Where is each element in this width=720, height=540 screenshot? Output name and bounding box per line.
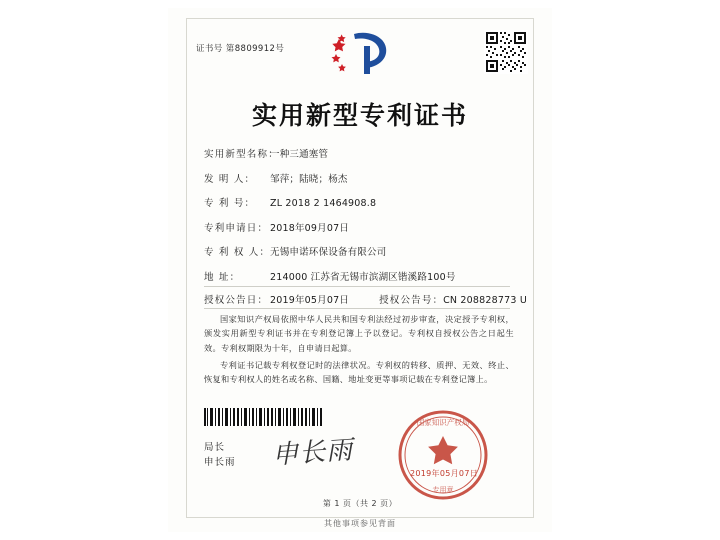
field-label: 实用新型名称： <box>204 149 279 160</box>
grant-date-value: 2019年05月07日 <box>270 295 350 306</box>
official-red-seal-icon <box>396 408 490 502</box>
signature-title <box>204 440 236 470</box>
field-label: 专 利 号： <box>204 198 256 209</box>
grant-row <box>204 292 527 306</box>
divider-top <box>204 286 510 287</box>
field-row-application-date <box>204 220 524 234</box>
footer-note: 其他事项参见背面 <box>324 519 396 528</box>
signature-title-line2: 申长雨 <box>204 457 236 469</box>
grant-publication-no-value: CN 208828773 U <box>443 295 527 306</box>
qr-code-icon <box>484 30 528 74</box>
field-label: 发 明 人： <box>204 173 256 185</box>
certificate-number: 证书号 第8809912号 <box>196 44 285 54</box>
field-value: 无锡申诺环保设备有限公司 <box>270 247 387 258</box>
grant-publication-no-label: 授权公告号： <box>379 295 444 306</box>
field-row-address <box>204 269 524 283</box>
field-value: 一种三通塞管 <box>270 149 329 160</box>
grant-date-label: 授权公告日： <box>204 295 269 306</box>
svg-text:国家知识产权局: 国家知识产权局 <box>416 418 470 427</box>
field-value: 邹萍；陆晓；杨杰 <box>270 173 348 185</box>
field-value: ZL 2018 2 1464908.8 <box>270 198 377 209</box>
divider-bottom <box>204 308 510 309</box>
field-row-inventor <box>204 171 524 185</box>
barcode-icon <box>204 408 322 426</box>
field-label: 专 利 权 人： <box>204 247 271 258</box>
signature-title-line1: 局长 <box>204 442 226 453</box>
field-row-patent-number <box>204 195 524 209</box>
field-row-name <box>204 146 524 160</box>
svg-text:专用章: 专用章 <box>432 486 454 494</box>
handwritten-signature: 申长雨 <box>271 435 355 471</box>
legal-paragraph-1: 国家知识产权局依照中华人民共和国专利法经过初步审查，决定授予专利权，颁发实用新型专利证书并在专利登记簿上予以登记。专利权自授权公告之日起生效。专利权期限为十年，自申请日起算。 <box>204 314 514 353</box>
page-title: 实用新型专利证书 <box>251 101 468 130</box>
field-row-patentee <box>204 244 524 258</box>
page-number: 第 1 页（共 2 页） <box>322 499 398 508</box>
field-list <box>204 146 524 293</box>
legal-paragraph-2: 专利证书记载专利权登记时的法律状况。专利权的转移、质押、无效、终止、恢复和专利权人的姓名或名称、国籍、地址变更等事项记载在专利登记簿上。 <box>204 360 514 385</box>
cnipa-logo-icon <box>324 28 394 80</box>
field-label: 专利申请日： <box>204 222 269 234</box>
field-value: 214000 江苏省无锡市滨湖区锴溪路100号 <box>270 271 456 283</box>
legal-body-text <box>204 312 514 390</box>
field-label: 地 址： <box>204 271 241 283</box>
seal-date: 2019年05月07日 <box>409 469 479 478</box>
field-value: 2018年09月07日 <box>270 222 350 234</box>
